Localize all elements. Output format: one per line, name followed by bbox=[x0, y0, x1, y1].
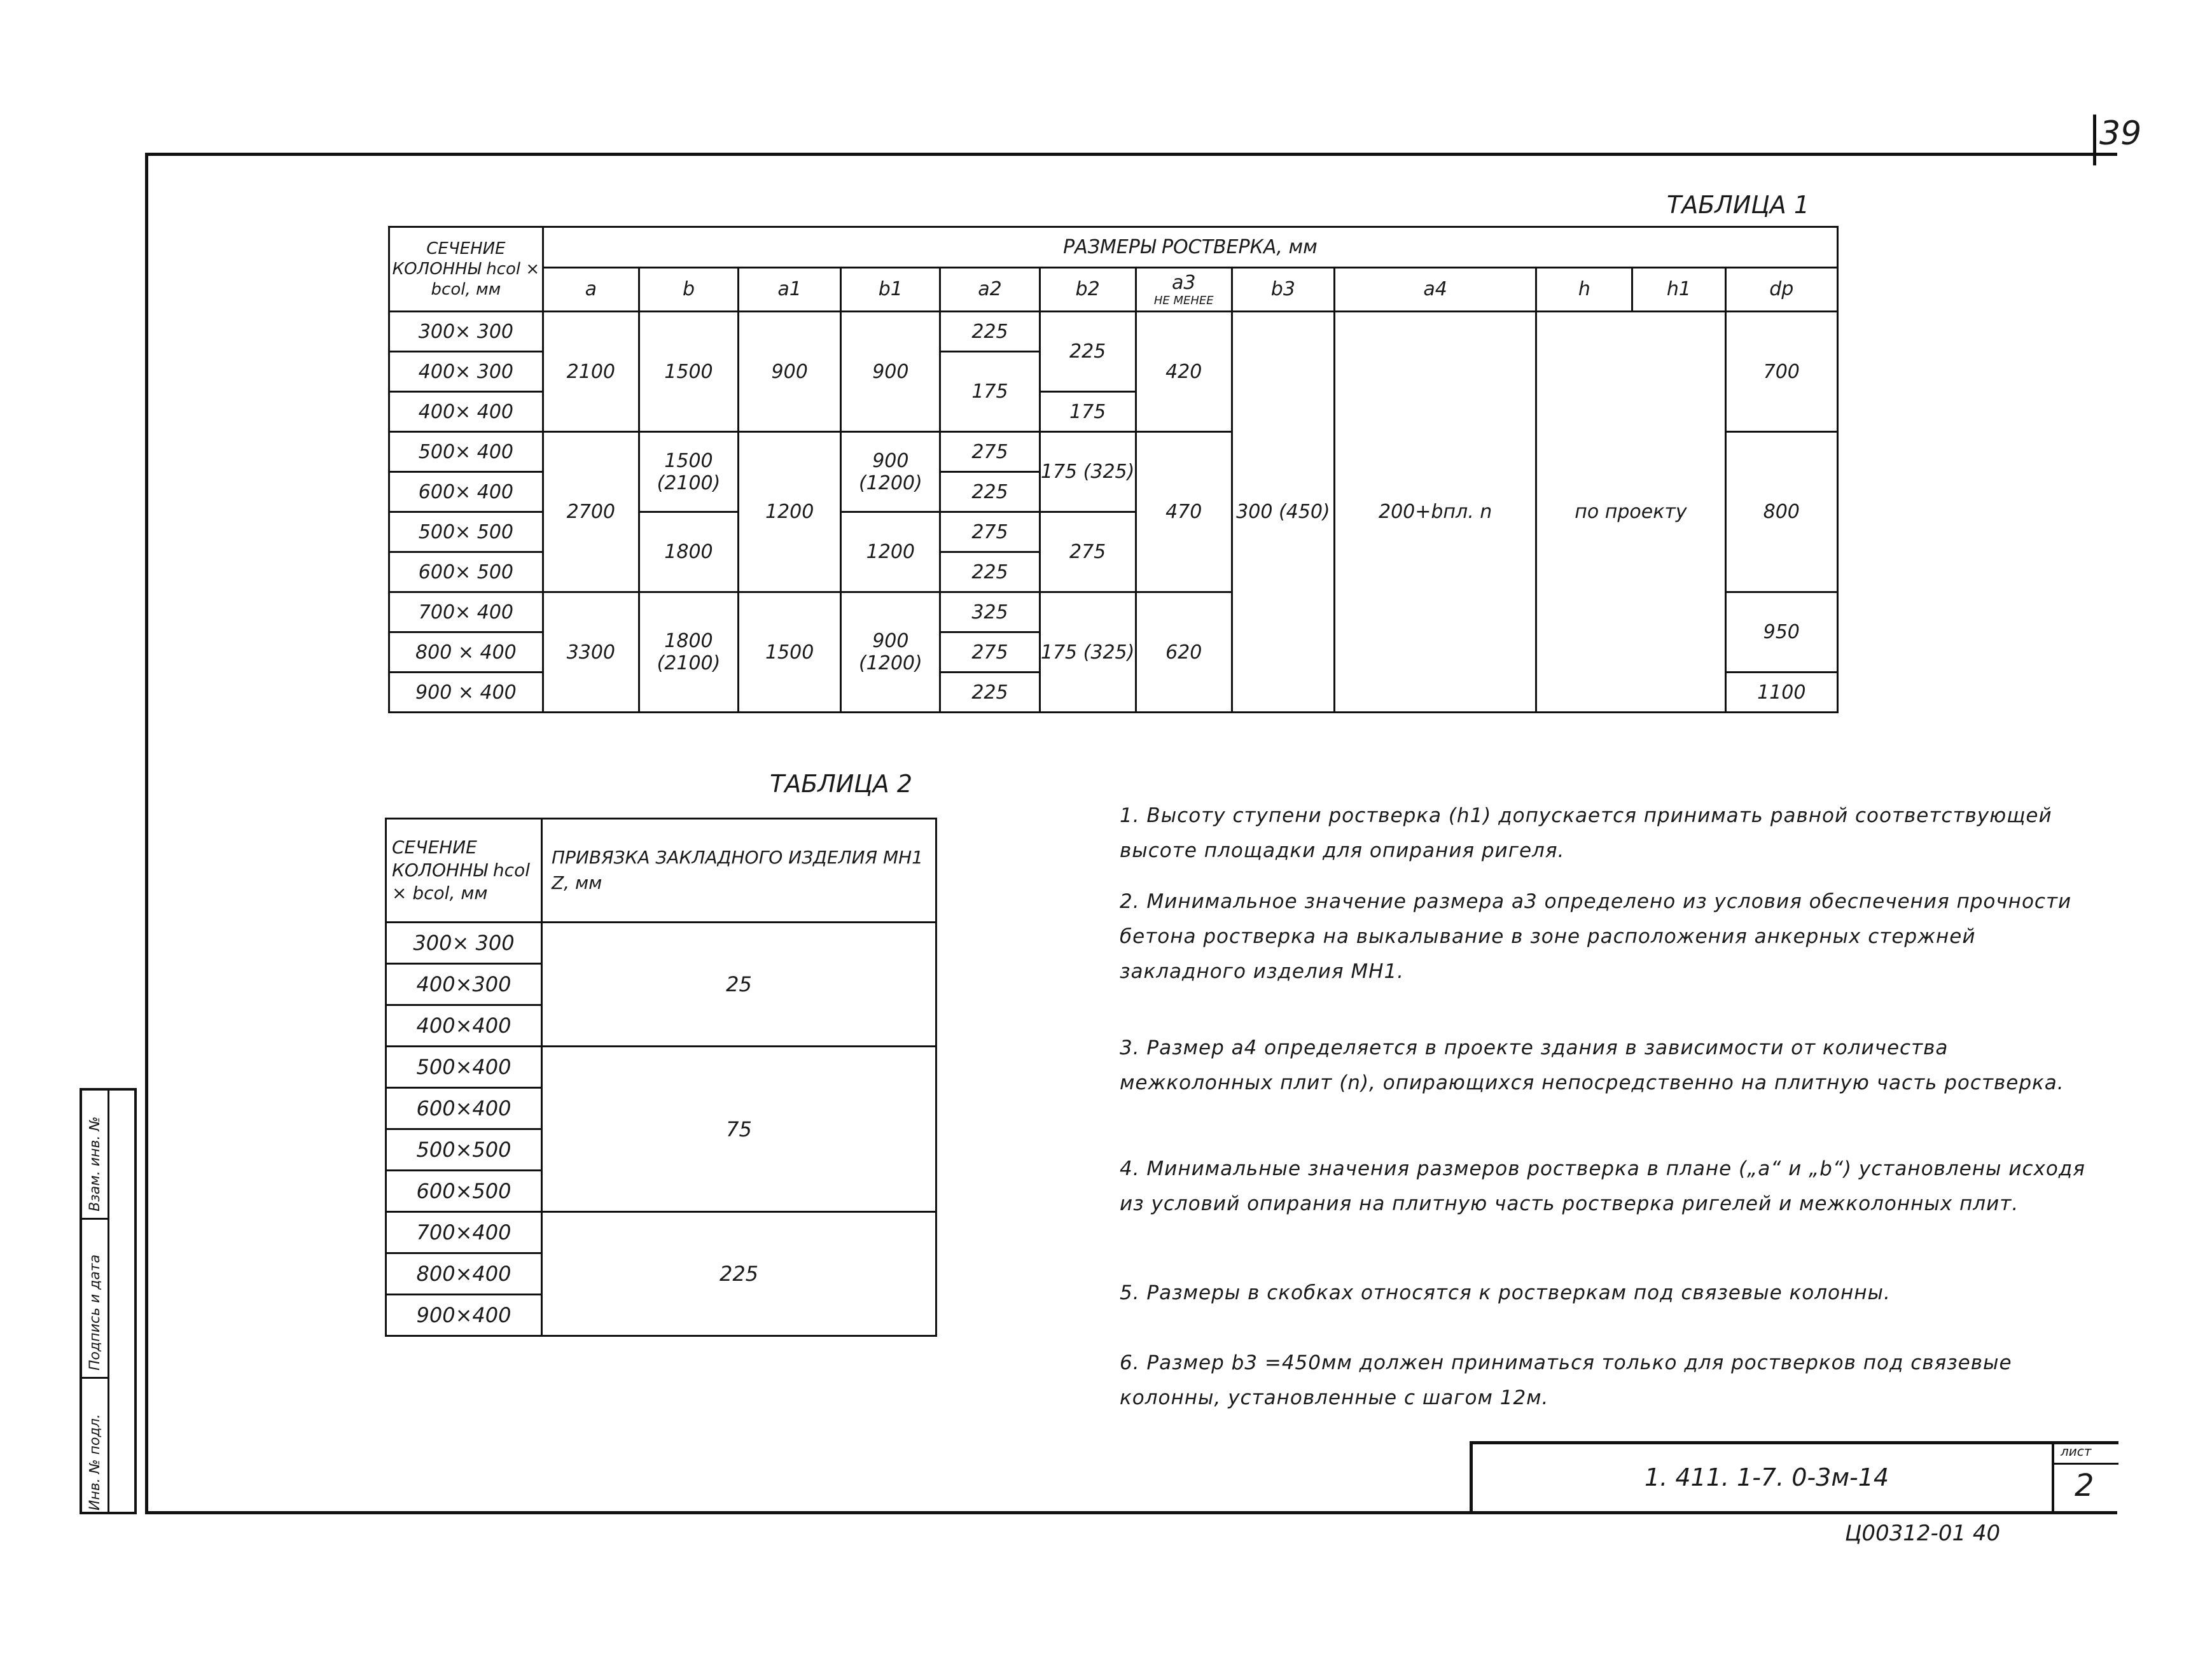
t1-cell-a4: 200+bпл. n bbox=[1334, 312, 1536, 713]
t1-col-a2: a2 bbox=[940, 267, 1040, 311]
footer-code: Ц00312-01 40 bbox=[1845, 1521, 2001, 1546]
t1-cell: 175 bbox=[940, 352, 1040, 432]
t1-cell: 225 bbox=[940, 312, 1040, 352]
t1-col-b3: b3 bbox=[1232, 267, 1334, 311]
t1-cell: 1500 bbox=[639, 312, 738, 432]
t2-row-label: 900×400 bbox=[386, 1295, 542, 1336]
t1-col-dp: dp bbox=[1725, 267, 1837, 311]
t1-col-a4: a4 bbox=[1334, 267, 1536, 311]
t1-cell: 175 (325) bbox=[1040, 432, 1136, 512]
t2-row-label: 700×400 bbox=[386, 1212, 542, 1253]
table1-caption: ТАБЛИЦА 1 bbox=[1667, 191, 1810, 219]
side-label-sign: Подпись и дата bbox=[87, 1254, 103, 1371]
t1-row-label: 900 × 400 bbox=[389, 673, 543, 713]
t2-head-bind: ПРИВЯЗКА ЗАКЛАДНОГО ИЗДЕЛИЯ МН1 Z, мм bbox=[542, 819, 936, 923]
t1-row-label: 500× 400 bbox=[389, 432, 543, 472]
t1-cell-b3: 300 (450) bbox=[1232, 312, 1334, 713]
t1-row-label: 500× 500 bbox=[389, 512, 543, 552]
note-3: 3. Размер a4 определяется в проекте здания в зависимости от количества межколонных плит (n), опирающихся непосредственно на плитную часть ростверка. bbox=[1120, 1036, 2064, 1094]
t1-cell: 950 bbox=[1725, 592, 1837, 673]
t2-value: 225 bbox=[542, 1212, 936, 1336]
table1 bbox=[388, 226, 1839, 713]
t1-cell: 900 bbox=[739, 312, 841, 432]
t1-head-section: СЕЧЕНИЕ КОЛОННЫ hcol × bcol, мм bbox=[389, 227, 543, 312]
t2-row-label: 400×300 bbox=[386, 964, 542, 1005]
t1-cell: 1500 (2100) bbox=[639, 432, 738, 512]
t1-row-label: 600× 400 bbox=[389, 472, 543, 512]
t1-cell: 175 (325) bbox=[1040, 592, 1136, 713]
t1-cell: 1800 bbox=[639, 512, 738, 592]
side-label-inv: Инв. № подл. bbox=[87, 1414, 103, 1510]
t1-col-b2: b2 bbox=[1040, 267, 1136, 311]
t1-cell: 225 bbox=[940, 673, 1040, 713]
t1-cell: 275 bbox=[940, 632, 1040, 673]
t1-col-b1: b1 bbox=[841, 267, 940, 311]
t1-cell: 420 bbox=[1136, 312, 1232, 432]
t1-cell: 225 bbox=[940, 472, 1040, 512]
t2-head-section: СЕЧЕНИЕ КОЛОННЫ hcol × bcol, мм bbox=[386, 819, 542, 923]
side-strip bbox=[80, 1088, 137, 1514]
note-4: 4. Минимальные значения размеров ростверка в плане („a“ и „b“) установлены исходя из условий опирания на плитную часть ростверка ригелей и межколонных плит. bbox=[1120, 1157, 2085, 1215]
side-label-replace: Взам. инв. № bbox=[87, 1116, 103, 1211]
title-block bbox=[1470, 1441, 2118, 1514]
t2-row-label: 300× 300 bbox=[386, 923, 542, 964]
t1-cell: 1200 bbox=[841, 512, 940, 592]
t2-row-label: 800×400 bbox=[386, 1253, 542, 1295]
t1-cell: 275 bbox=[940, 432, 1040, 472]
t1-cell: 275 bbox=[1040, 512, 1136, 592]
t1-cell: 1800 (2100) bbox=[639, 592, 738, 713]
t1-cell: 2700 bbox=[543, 432, 639, 592]
t1-col-a1: a1 bbox=[739, 267, 841, 311]
t1-cell-h: по проекту bbox=[1536, 312, 1725, 713]
sheet-box bbox=[2052, 1441, 2118, 1514]
t2-row-label: 600×400 bbox=[386, 1088, 542, 1129]
t1-cell: 900 (1200) bbox=[841, 432, 940, 512]
sheet-label: лист bbox=[2061, 1444, 2092, 1459]
t1-col-a3: a3 НЕ МЕНЕЕ bbox=[1136, 267, 1232, 311]
t1-row-label: 600× 500 bbox=[389, 552, 543, 592]
t2-row-label: 500×400 bbox=[386, 1047, 542, 1088]
t1-cell: 275 bbox=[940, 512, 1040, 552]
t1-col-a: a bbox=[543, 267, 639, 311]
page-number: 39 bbox=[2099, 115, 2142, 153]
t2-row-label: 600×500 bbox=[386, 1171, 542, 1212]
t2-value: 25 bbox=[542, 923, 936, 1047]
note-5: 5. Размеры в скобках относятся к ростверкам под связевые колонны. bbox=[1120, 1281, 1891, 1304]
t1-row-label: 300× 300 bbox=[389, 312, 543, 352]
t1-row-label: 400× 400 bbox=[389, 392, 543, 432]
doc-code: 1. 411. 1-7. 0-3м-14 bbox=[1645, 1463, 1889, 1491]
t2-row-label: 500×500 bbox=[386, 1129, 542, 1171]
t1-cell: 620 bbox=[1136, 592, 1232, 713]
t1-cell: 225 bbox=[940, 552, 1040, 592]
sheet-number: 2 bbox=[2075, 1468, 2094, 1503]
t1-cell: 3300 bbox=[543, 592, 639, 713]
t1-row-label: 400× 300 bbox=[389, 352, 543, 392]
t1-cell: 700 bbox=[1725, 312, 1837, 432]
t1-cell: 2100 bbox=[543, 312, 639, 432]
t1-head-group: РАЗМЕРЫ РОСТВЕРКА, мм bbox=[543, 227, 1837, 268]
t1-cell: 900 bbox=[841, 312, 940, 432]
t1-cell: 1200 bbox=[739, 432, 841, 592]
t1-cell: 1500 bbox=[739, 592, 841, 713]
t1-cell: 225 bbox=[1040, 312, 1136, 392]
t1-cell: 325 bbox=[940, 592, 1040, 632]
table2-caption: ТАБЛИЦА 2 bbox=[770, 770, 913, 798]
t2-row-label: 400×400 bbox=[386, 1005, 542, 1047]
page-number-divider bbox=[2093, 115, 2096, 165]
t1-cell: 175 bbox=[1040, 392, 1136, 432]
t1-cell: 470 bbox=[1136, 432, 1232, 592]
t1-cell: 800 bbox=[1725, 432, 1837, 592]
t1-col-h: h bbox=[1536, 267, 1632, 311]
t1-col-b: b bbox=[639, 267, 738, 311]
note-2: 2. Минимальное значение размера a3 определено из условия обеспечения прочности бетона ростверка на выкалывание в зоне расположения анкерных стержней закладного изделия МН1. bbox=[1120, 890, 2072, 983]
t1-row-label: 700× 400 bbox=[389, 592, 543, 632]
note-6: 6. Размер b3 =450мм должен приниматься только для ростверков под связевые колонны, установленные с шагом 12м. bbox=[1120, 1351, 2012, 1409]
note-1: 1. Высоту ступени ростверка (h1) допускается принимать равной соответствующей высоте площадки для опирания ригеля. bbox=[1120, 804, 2052, 862]
table2 bbox=[385, 818, 937, 1337]
t1-col-h1: h1 bbox=[1632, 267, 1725, 311]
t2-value: 75 bbox=[542, 1047, 936, 1212]
t1-row-label: 800 × 400 bbox=[389, 632, 543, 673]
t1-cell: 1100 bbox=[1725, 673, 1837, 713]
t1-cell: 900 (1200) bbox=[841, 592, 940, 713]
